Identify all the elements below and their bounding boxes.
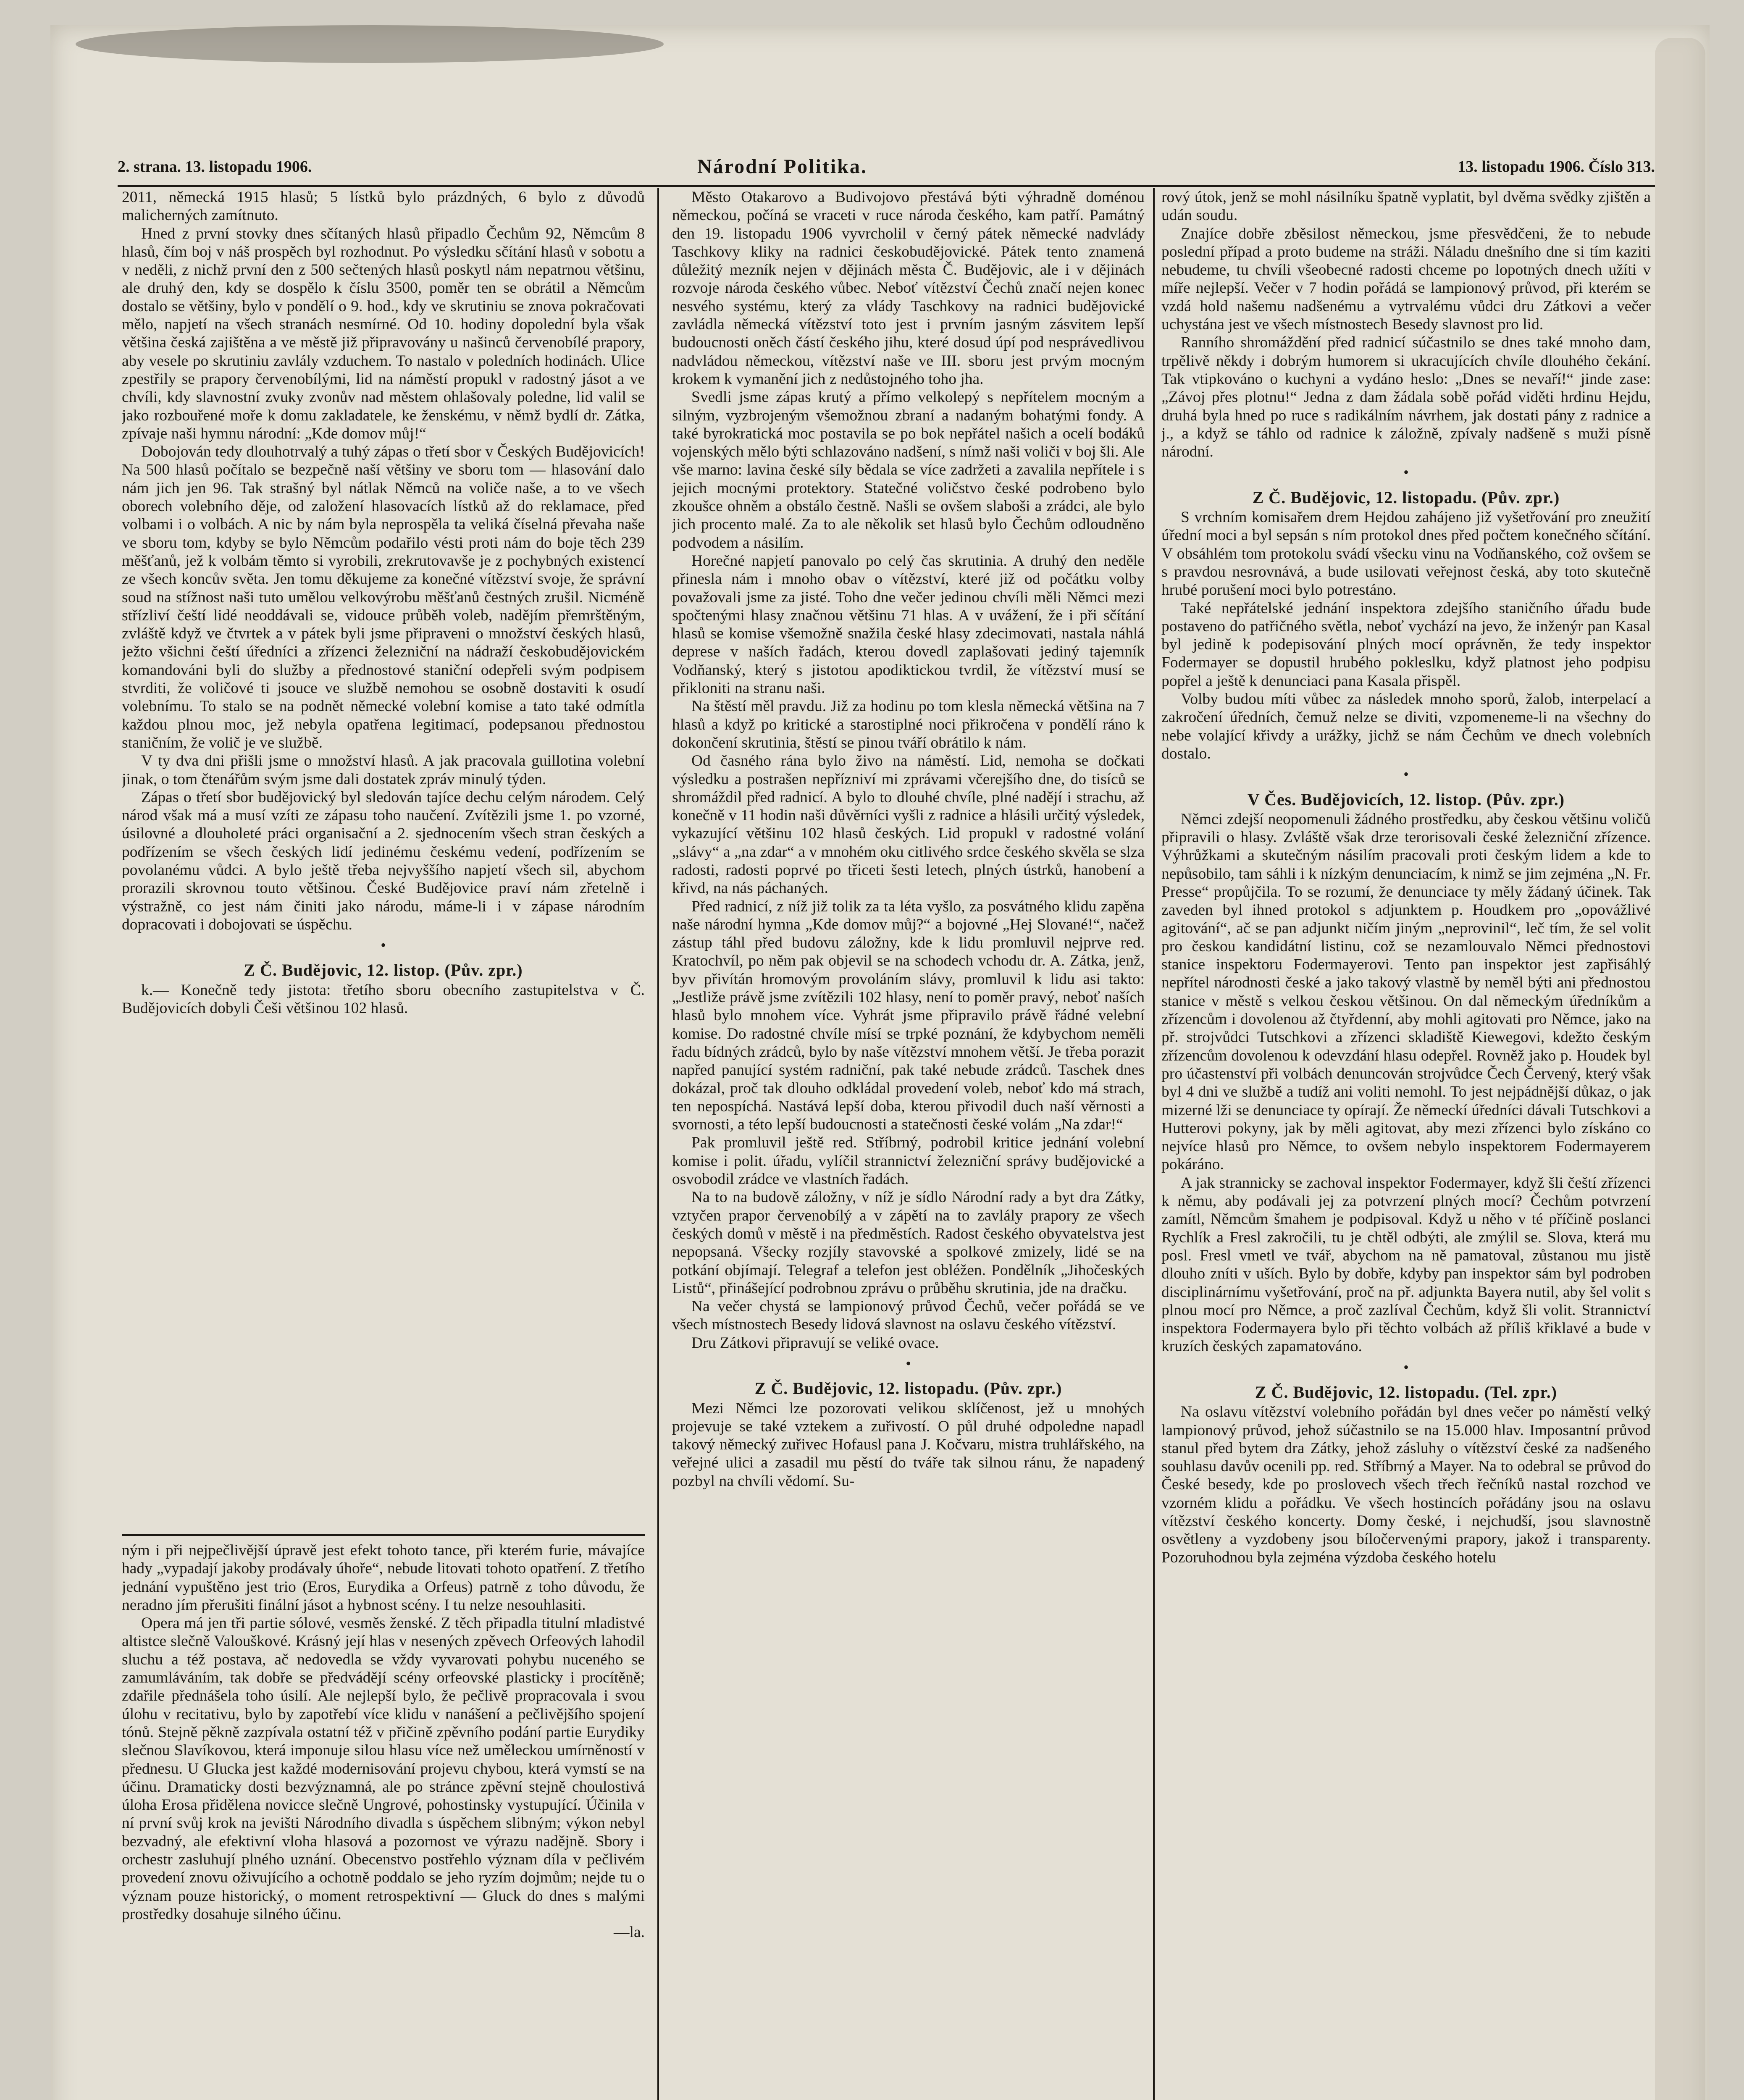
- article-paragraph: Svedli jsme zápas krutý a přímo velkolepý s nepřítelem mocným a silným, vyzbrojeným všemožnou zbraní a nadaným bohatými fondy. A také byrokratická moc postavila se po bok nepřátel našich a ocelí bodáků vojenských mělo býti schlazováno nadšení, s nímž naši voliči v boj šli. Ale vše marno: lavina české síly bědala se více zadržeti a zavalila nepřítele i s jejich mocnými protektory. Statečné voličstvo české podrobeno bylo zkoušce ohněm a obstálo čestně. Našli se ovšem slaboši a zrádci, ale bylo jich procento malé. Za to ale několik set hlasů bylo Čechům odloudněno podvodem a násilím.: [672, 388, 1145, 551]
- article-paragraph: Hned z první stovky dnes sčítaných hlasů připadlo Čechům 92, Němcům 8 hlasů, čím boj v náš prospěch byl rozhodnut. Po výsledku sčítání hlasů v sobotu a v neděli, z nichž první den z 500 sečtených hlasů poskytl nám nepatrnou většinu, ale druhý den, kdy se dospělo k číslu 3500, poměr ten se obrátil a Němcům dostalo se většiny, bylo v pondělí o 9. hod., kdy ve skrutiniu se znova pokračovati mělo, napjetí na všech stranách nesmírné. Od 10. hodiny dopolední byla však většina česká zajištěna a ve městě již připravovány u našinců červenobílé prapory, aby vesele po skrutiniu zavlály vzduchem. To nastalo v poledních hodinách. Ulice zpestřily se prapory červenobílými, lid na náměstí propukl v radostný jásot a ve chvíli, kdy slavnostní zvuky zvonův nad městem ohlašovaly poledne, lid valil se jako rozbouřené moře k domu zakladatele, ke ženskému, v němž bydlí dr. Zátka, zpívaje naši hymnu národní: „Kde domov můj!“: [122, 225, 645, 442]
- news-paragraph: Na oslavu vítězství volebního pořádán byl dnes večer po náměstí velký lampionový průvod, jehož súčastnilo se na 15.000 hlav. Imposantní průvod stanul před bytem dra Zátky, jehož zásluhy o vítězství české za nadšeného souhlasu davův ocenili pp. red. Stříbrný a Mayer. Na to odebral se průvod do České besedy, kde po proslovech všech třech řečníků nastal rozchod ve vzorném klidu a pořádku. Ve všech hostincích pořádány jsou na oslavu vítězství českého koncerty. Domy české, i nejchudší, jsou slavnostně osvětleny a vyzdobeny jsou bíločervenými prapory, jakož i transparenty. Pozoruhodnou byla zejména výzdoba českého hotelu: [1161, 1403, 1651, 1566]
- feuilleton-rule: [122, 1534, 645, 1536]
- article-paragraph: Zápas o třetí sbor budějovický byl sledován tajíce dechu celým národem. Celý národ však má a musí vzíti ze zápasu toho naučení. Zvítězili jsme 1. po vzorné, úsilovné a dlouholeté práci organisační a 2. sjednocením všech stran českých a podřízením se všech českých lidí jedinému českému vedení, podřízením se povolanému vůdci. A bylo ještě třeba nejvyššího napjetí všech sil, abychom prorazili skrovnou touto většinou. České Budějovice praví nám zřetelně i výstražně, co jest nám činiti jako národu, máme-li i v zápase národním dopracovati i dobojovati se úspěchu.: [122, 788, 645, 933]
- news-paragraph: Mezi Němci lze pozorovati velikou sklíčenost, jež u mnohých projevuje se také vztekem a zuřivostí. O půl druhé odpoledne napadl takový německý zuřivec Hofausl pana J. Kočvaru, mistra truhlářského, na veřejné ulici a zasadil mu pěstí do tváře tak silnou ránu, že napadený pozbyl na chvíli vědomí. Su-: [672, 1399, 1145, 1490]
- article-paragraph: Na štěstí měl pravdu. Již za hodinu po tom klesla německá většina na 7 hlasů a když po kritické a starostiplné noci přikročena v pondělí ráno k dokončení skrutinia, štěstí se pinou tváří obrátilo k nám.: [672, 698, 1145, 751]
- article-paragraph: Pak promluvil ještě red. Stříbrný, podrobil kritice jednání volební komise i polit. úřadu, vylíčil strannictví železniční správy budějovické a osvobodil zrádce ve vlastních řadách.: [672, 1134, 1145, 1188]
- article-paragraph: Dru Zátkovi připravují se veliké ovace.: [691, 1334, 939, 1352]
- column-1: [122, 188, 645, 1522]
- feuilleton-column: [122, 1541, 645, 2100]
- news-paragraph: Také nepřátelské jednání inspektora zdejšího staničního úřadu bude postaveno do patřičného světla, neboť vychází na jevo, že inženýr pan Kasal byl jedině k podepisování plných mocí oprávněn, že tedy inspektor Fodermayer se dopustil hrubého pokleslku, když platnost jeho podpisu popřel a ještě k denunciaci pana Kasala přispěl.: [1161, 599, 1651, 690]
- separator-dot: •: [1403, 766, 1409, 783]
- article-paragraph: Od časného rána bylo živo na náměstí. Lid, nemoha se dočkati výsledku a postrašen nepřízniví mi zprávami včerejšího dne, do tisíců se shromáždil před radnicí. A bylo to dlouhé chvíle, plné nadějí i strachu, až konečně v 11 hodin naši důvěrníci vyšli z radnice a hlásili určitý výsledek, vykazující většinu 102 hlasů českých. Lid propukl v radostné volání „slávy“ a „na zdar“ a v mnohém oku citlivého srdce českého skvěla se slza radosti, radosti poprvé po třiceti šesti letech, plných ústrků, hanobení a křivd, na nás páchaných.: [672, 752, 1145, 897]
- article-paragraph: Město Otakarovo a Budivojovo přestává býti výhradně doménou německou, počíná se vraceti v ruce národa českého, kam patří. Památný den 19. listopadu 1906 vyvrcholil v černý pátek německé nadvlády Taschkovy kliky na radnici českobudějovické. Pátek tento znamená důležitý mezník nejen v dějinách města Č. Budějovic, ale i v dějinách rozvoje národa českého vůbec. Neboť vítězství Čechů značí nejen konec nesvého systému, který za vlády Taschkovy na radnici budějovické zavládla německá vítězství toto jest i prvním jasným zásvitem lepší budoucnosti oněch částí českého jihu, které dosud úpí pod nesprávedlivou nadvládou německou, vítězství naše ve III. sboru jest prvým mocným krokem k vymanění jich z nedůstojného toho jha.: [672, 189, 1145, 388]
- page-header: [118, 149, 1655, 183]
- news-paragraph: k.— Konečně tedy jistota: třetího sboru obecního zastupitelstva v Č. Budějovicích dobyli Češi většinou 102 hlasů.: [122, 981, 645, 1017]
- masthead-title: Národní Politika.: [697, 155, 867, 178]
- article-paragraph: Dobojován tedy dlouhotrvalý a tuhý zápas o třetí sbor v Českých Budějovicích! Na 500 hlasů počítalo se bezpečně naší většiny ve sboru tom — hlasování dalo nám jich jen 96. Tak strašný byl nátlak Němců na voliče naše, a to ve všech oborech volebního děje, od založení hlasovacích lístků až do reklamace, před volbami i o volbách. A nic by nám byla neprospěla ta veliká číselná převaha naše ve sboru tom, kdyby se bylo Němcům podařilo vésti proti nám do boje těch 239 měšťanů, jež k volbám těmto si vyrobili, zrekrutovavše je z pochybných existencí ze všech koncův světa. Jen tomu děkujeme za konečné vítězství svoje, že správní soud na stížnost naši tuto umělou velkovýrobu měšťanů čestných zrušil. Nicméně střízliví čeští lidé neoddávali se, vidouce průběh voleb, nadějím přemrštěným, zvláště když ve čtvrtek a v pátek byli jsme připraveni o množství českých hlasů, ježto všichni čeští úředníci a zřízenci železniční na nádraží českobudějovickém komandováni byli do služby a přednostové staniční odepřeli svým podpisem stvrditi, že voličové ti jsouce ve službě nemohou se osobně dostaviti k osudí volebnímu. To stalo se na podnět německé volební komise a tato také odmítla každou plnou moc, jež nebyla opatřena legitimací, podepsanou přednostou staničním, že volič je ve službě.: [122, 443, 645, 751]
- separator-dot: •: [1403, 1358, 1409, 1376]
- article-paragraph: Horečné napjetí panovalo po celý čas skrutinia. A druhý den neděle přinesla nám i mnoho obav o vítězství, které již od počátku volby považovali jsme za jisté. Toho dne večer jedinou chvíli měli Němci mezi spočtenými hlasy značnou většinu 71 hlas. A v uvážení, že i při sčítání hlasů se komise všemožně snažila české hlasy zdecimovati, nastala náhlá deprese v naších řadách, kterou dovedl zaplašovati jediný tajemník Vodňanský, který s jistotou apodiktickou tvrdil, že vítězství musí se přikloniti na stranu naši.: [672, 552, 1145, 697]
- header-rule: [118, 185, 1655, 187]
- article-paragraph: rový útok, jenž se mohl násilníku špatně vyplatit, byl dvěma svědky zjištěn a udán soudu.: [1161, 189, 1651, 224]
- article-paragraph: Znajíce dobře zběsilost německou, jsme přesvědčeni, že to nebude poslední případ a proto budeme na stráži. Náladu dnešního dne si tím kaziti nebudeme, tu chvíli všeobecné radosti chceme po lopotných dnech užíti v míře nejlepší. Večer v 7 hodin pořádá se lampionový průvod, při kterém se vzdá hold našemu nadšenému a vytrvalému vůdci dru Zátkovi a večer uchystána jest ve všech místnostech Besedy slavnost pro lid.: [1161, 225, 1651, 333]
- news-paragraph: Němci zdejší neopomenuli žádného prostředku, aby českou většinu voličů připravili o hlasy. Zvláště však drze terorisovali české železniční zřízence. Výhrůžkami a skutečným násilím pracovali proti českým lidem a kde to nepůsobilo, tam sáhli i k nízkým denunciacím, k nimž se jim zejména „N. Fr. Presse“ propůjčila. To se rozumí, že denunciace ty měly žádaný účinek. Tak zaveden byl ihned protokol s adjunktem p. Houdkem pro „opovážlivé agitování“, ač se pan adjunkt ničím jiným „neprovinil“, leč tím, že sel volit pro českou kandidátní listinu, což se nezamlouvalo Němci přednostovi stanice inspektoru Fodermayerovi. Tento pan inspektor jest zapřisáhlý nepřítel národnosti české a jako takový vlastně by neměl býti ani přednostou stanice v městě s velkou českou většinou. On dal německým úředníkům a zřízencům i dovolenou až čtyřdenní, aby mohli agitovati pro Němce, jako na př. strojvůdci Tutschkovi a zřízenci skladiště Kiewegovi, kdežto českým zřízencům dovolenou k odevzdání hlasu odepřel. Rovněž jako p. Houdek byl pro účastenství při volbách denuncován strojvůdce Čech Červený, který však byl 4 dni ve službě a tudíž ani voliti nemohl. To jest nejpádnější důkaz, o jak mizerné lži se denunciace ty opírají. Že německí úředníci dávali Tutschkovi a Hutterovi pokyny, jak by měli agitovat, aby mezi zřízenci bylo získáno co nejvíce hlasů pro Němce, to ovšem nebylo inspektorem Fodermayerem pokáráno.: [1161, 810, 1651, 1173]
- article-paragraph: 2011, německá 1915 hlasů; 5 lístků bylo prázdných, 6 bylo z důvodů malicherných zamítnuto.: [122, 189, 645, 224]
- separator-dot: •: [381, 937, 386, 954]
- header-issue-date-number: 13. listopadu 1906. Číslo 313.: [1458, 158, 1655, 176]
- article-paragraph: Ranního shromáždění před radnicí súčastnilo se dnes také mnoho dam, trpělivě někdy i dobrým humorem si ukracujících chvíle dlouhého čekání. Tak vtipkováno o kuchyni a vydáno heslo: „Dnes se nevaří!“ jinde zase: „Závoj přes plotnu!“ Jedna z dam žádala sobě pořád viděti hrdinu Hejdu, druhá byla hned po ruce s radikálním návrhem, jak dostati pány z radnice a j., a když se táhlo od radnice k záložně, zpívaly nadšeně s muži písně národní.: [1161, 334, 1651, 461]
- article-paragraph: Na večer chystá se lampionový průvod Čechů, večer pořádá se ve všech místnostech Besedy lidová slavnost na oslavu českého vítězství.: [672, 1298, 1145, 1334]
- feuilleton-signature: —la.: [614, 1924, 645, 1941]
- separator-dot: •: [1403, 464, 1409, 481]
- column-3: [1161, 188, 1651, 2100]
- news-paragraph: Volby budou míti vůbec za následek mnoho sporů, žalob, interpelací a zakročení úředních, čemuž nelze se diviti, vzpomeneme-li na všechny do nebe volající křivdy a urážky, jichž se nám Čechům ve dnech volebních dostalo.: [1161, 690, 1651, 762]
- news-heading: Z Č. Budějovic, 12. listop. (Pův. zpr.): [244, 961, 523, 980]
- article-paragraph: Před radnicí, z níž již tolik za ta léta vyšlo, za posvátného klidu zapěna naše národní hymna „Kde domov můj?“ a bojovné „Hej Slované!“, načež zástup táhl před budovu záložny, kde k lidu promluvil nejprve red. Kratochvíl, po něm pak objevil se na schodech vchodu dr. A. Zátka, jenž, byv přivítán hromovým provoláním slávy, promluvil k lidu asi takto: „Jestliže právě jsme zvítězili 102 hlasy, není to poměr pravý, neboť naších hlasů bylo mnohem více. Vyhrát jsme připravilo právě řádné velební komise. Do radostné chvíle mísí se trpké poznání, že kdybychom neměli řadu bídných zrádců, bylo by naše vítězství mnohem větší. Je třeba porazit napřed panující systém radniční, pak také nebude zrádců. Taschek dnes dokázal, proč tak dlouho odkládal provedení voleb, neboť kdo má strach, ten nepospíchá. Nastává lepší doba, kterou přivodil duch naší věrnosti a svornosti, a této lepší budoucnosti a statečnosti české volám „Na zdar!“: [672, 898, 1145, 1134]
- article-paragraph: V ty dva dni přišli jsme o množství hlasů. A jak pracovala guillotina volební jinak, o tom čtenářům svým jsme dali dostatek zpráv minulý týden.: [122, 752, 645, 788]
- column-2: [672, 188, 1145, 2100]
- news-paragraph: S vrchním komisařem drem Hejdou zahájeno již vyšetřování pro zneužití úřední moci a byl sepsán s ním protokol dnes před počtem konečného sčítání. V obsáhlém tom protokolu svádí všecku vinu na Vodňanského, což ovšem se s pravdou nesrovnává, a bude usilovati veřejnost česká, aby toto skutečně hrubé porušení moci bylo potrestáno.: [1161, 509, 1651, 599]
- news-paragraph: A jak strannicky se zachoval inspektor Fodermayer, když šli čeští zřízenci k němu, aby podávali jej za potvrzení plných mocí? Čechům potvrzení zamítl, Němcům šmahem je podpisoval. Když u něho v té příčině poslanci Rychlík a Fresl zakročili, tu je chtěl odbýti, ale zmýlil se. Slova, která mu posl. Fresl vmetl ve tvář, abychom na ně pamatoval, zůstanou mu jistě dlouho zníti v uších. Bylo by dobře, kdyby pan inspektor sám byl podroben disciplinárnímu vyšetřování, proč na př. adjunkta Bayera nutil, aby šel volit s plnou mocí pro Němce, a proč zazlíval Čechům, když šli volit. Strannictví inspektora Fodermayera bylo při těchto volbách až příliš křiklavé a bude v kruzích českých zapamatováno.: [1161, 1174, 1651, 1355]
- column-rule-2: [1153, 188, 1155, 2100]
- feuilleton-paragraph: ným i při nejpečlivější úpravě jest efekt tohoto tance, při kterém furie, mávajíce hady „vypadají jakoby prodávaly úhoře“, nebude litovati tohoto opatření. Z třetího jednání vypuštěno jest trio (Eros, Eurydika a Orfeus) patrně z toho důvodu, že neradno jím přerušiti finální jásot a hybnost scény. I tu nelze nesouhlasiti.: [122, 1542, 645, 1614]
- header-page-number-date: 2. strana. 13. listopadu 1906.: [118, 158, 312, 176]
- news-heading: V Čes. Budějovicích, 12. listop. (Pův. zpr.): [1247, 790, 1565, 809]
- news-heading: Z Č. Budějovic, 12. listopadu. (Pův. zpr.): [754, 1379, 1062, 1398]
- feuilleton-paragraph: Opera má jen tři partie sólové, vesměs ženské. Z těch připadla titulní mladistvé altistce slečně Valouškové. Krásný její hlas v nesených zpěvech Orfeových lahodil sluchu a též postava, ač nedovedla se vždy vyvarovati pohybu nuceného se zamumláváním, tak dobře se předvádějí scény orfeovské plasticky i procítěně; zdařile přednášela toho úsilí. Ale nejlepší bylo, že pečlivě propracovala i svou úlohu v recitativu, bylo by zapotřebí více klidu v nanášení a pečlivějšího spojení tónů. Stejně pěkně zazpívala ostatní též v přičině zpěvního podání partie Eurydiky slečnou Slavíkovou, která imponuje silou hlasu více než uměleckou umírněností v přednesu. U Glucka jest každé modernisování projevu chybou, která vymstí se na účinu. Dramaticky dosti bezvýznamná, ale po stránce zpěvní stejně choulostivá úloha Erosa přidělena novicce slečně Ungrové, pohostinsky vystupující. Účinila v ní první svůj krok na jevišti Národního divadla s úspěchem slibným; výkon nebyl bezvadný, ale efektivní vloha hlasová a pozornost ve výrazu nadějně. Sbory i orchestr zasluhují plného uznání. Obecenstvo postřehlo význam díla v pečlivém provedení znovu oživujícího a ochotně poddalo se jeho ryzím dojmům; nejde tu o význam pouze historický, o moment retrospektivní — Gluck do dnes s malými prostředky dosahuje silného účinu.: [122, 1614, 645, 1923]
- column-rule-1: [657, 188, 659, 2100]
- separator-dot: •: [906, 1355, 911, 1372]
- news-heading: Z Č. Budějovic, 12. listopadu. (Tel. zpr.): [1255, 1383, 1558, 1402]
- article-paragraph: Na to na budově záložny, v níž je sídlo Národní rady a byt dra Zátky, vztyčen prapor červenobílý a v zápětí na to zavlály prapory ze všech českých domů v městě i na předměstích. Radost českého obyvatelstva jest nepopsaná. Všecky rozjíly stavovské a spolkové zmizely, lidé se na potkání objímají. Telegraf a telefon jest obléžen. Pondělník „Jihočeských Listů“, přinášející podrobnou zprávu o průběhu skrutinia, jde na dračku.: [672, 1189, 1145, 1297]
- news-heading: Z Č. Budějovic, 12. listopadu. (Pův. zpr.): [1252, 488, 1560, 507]
